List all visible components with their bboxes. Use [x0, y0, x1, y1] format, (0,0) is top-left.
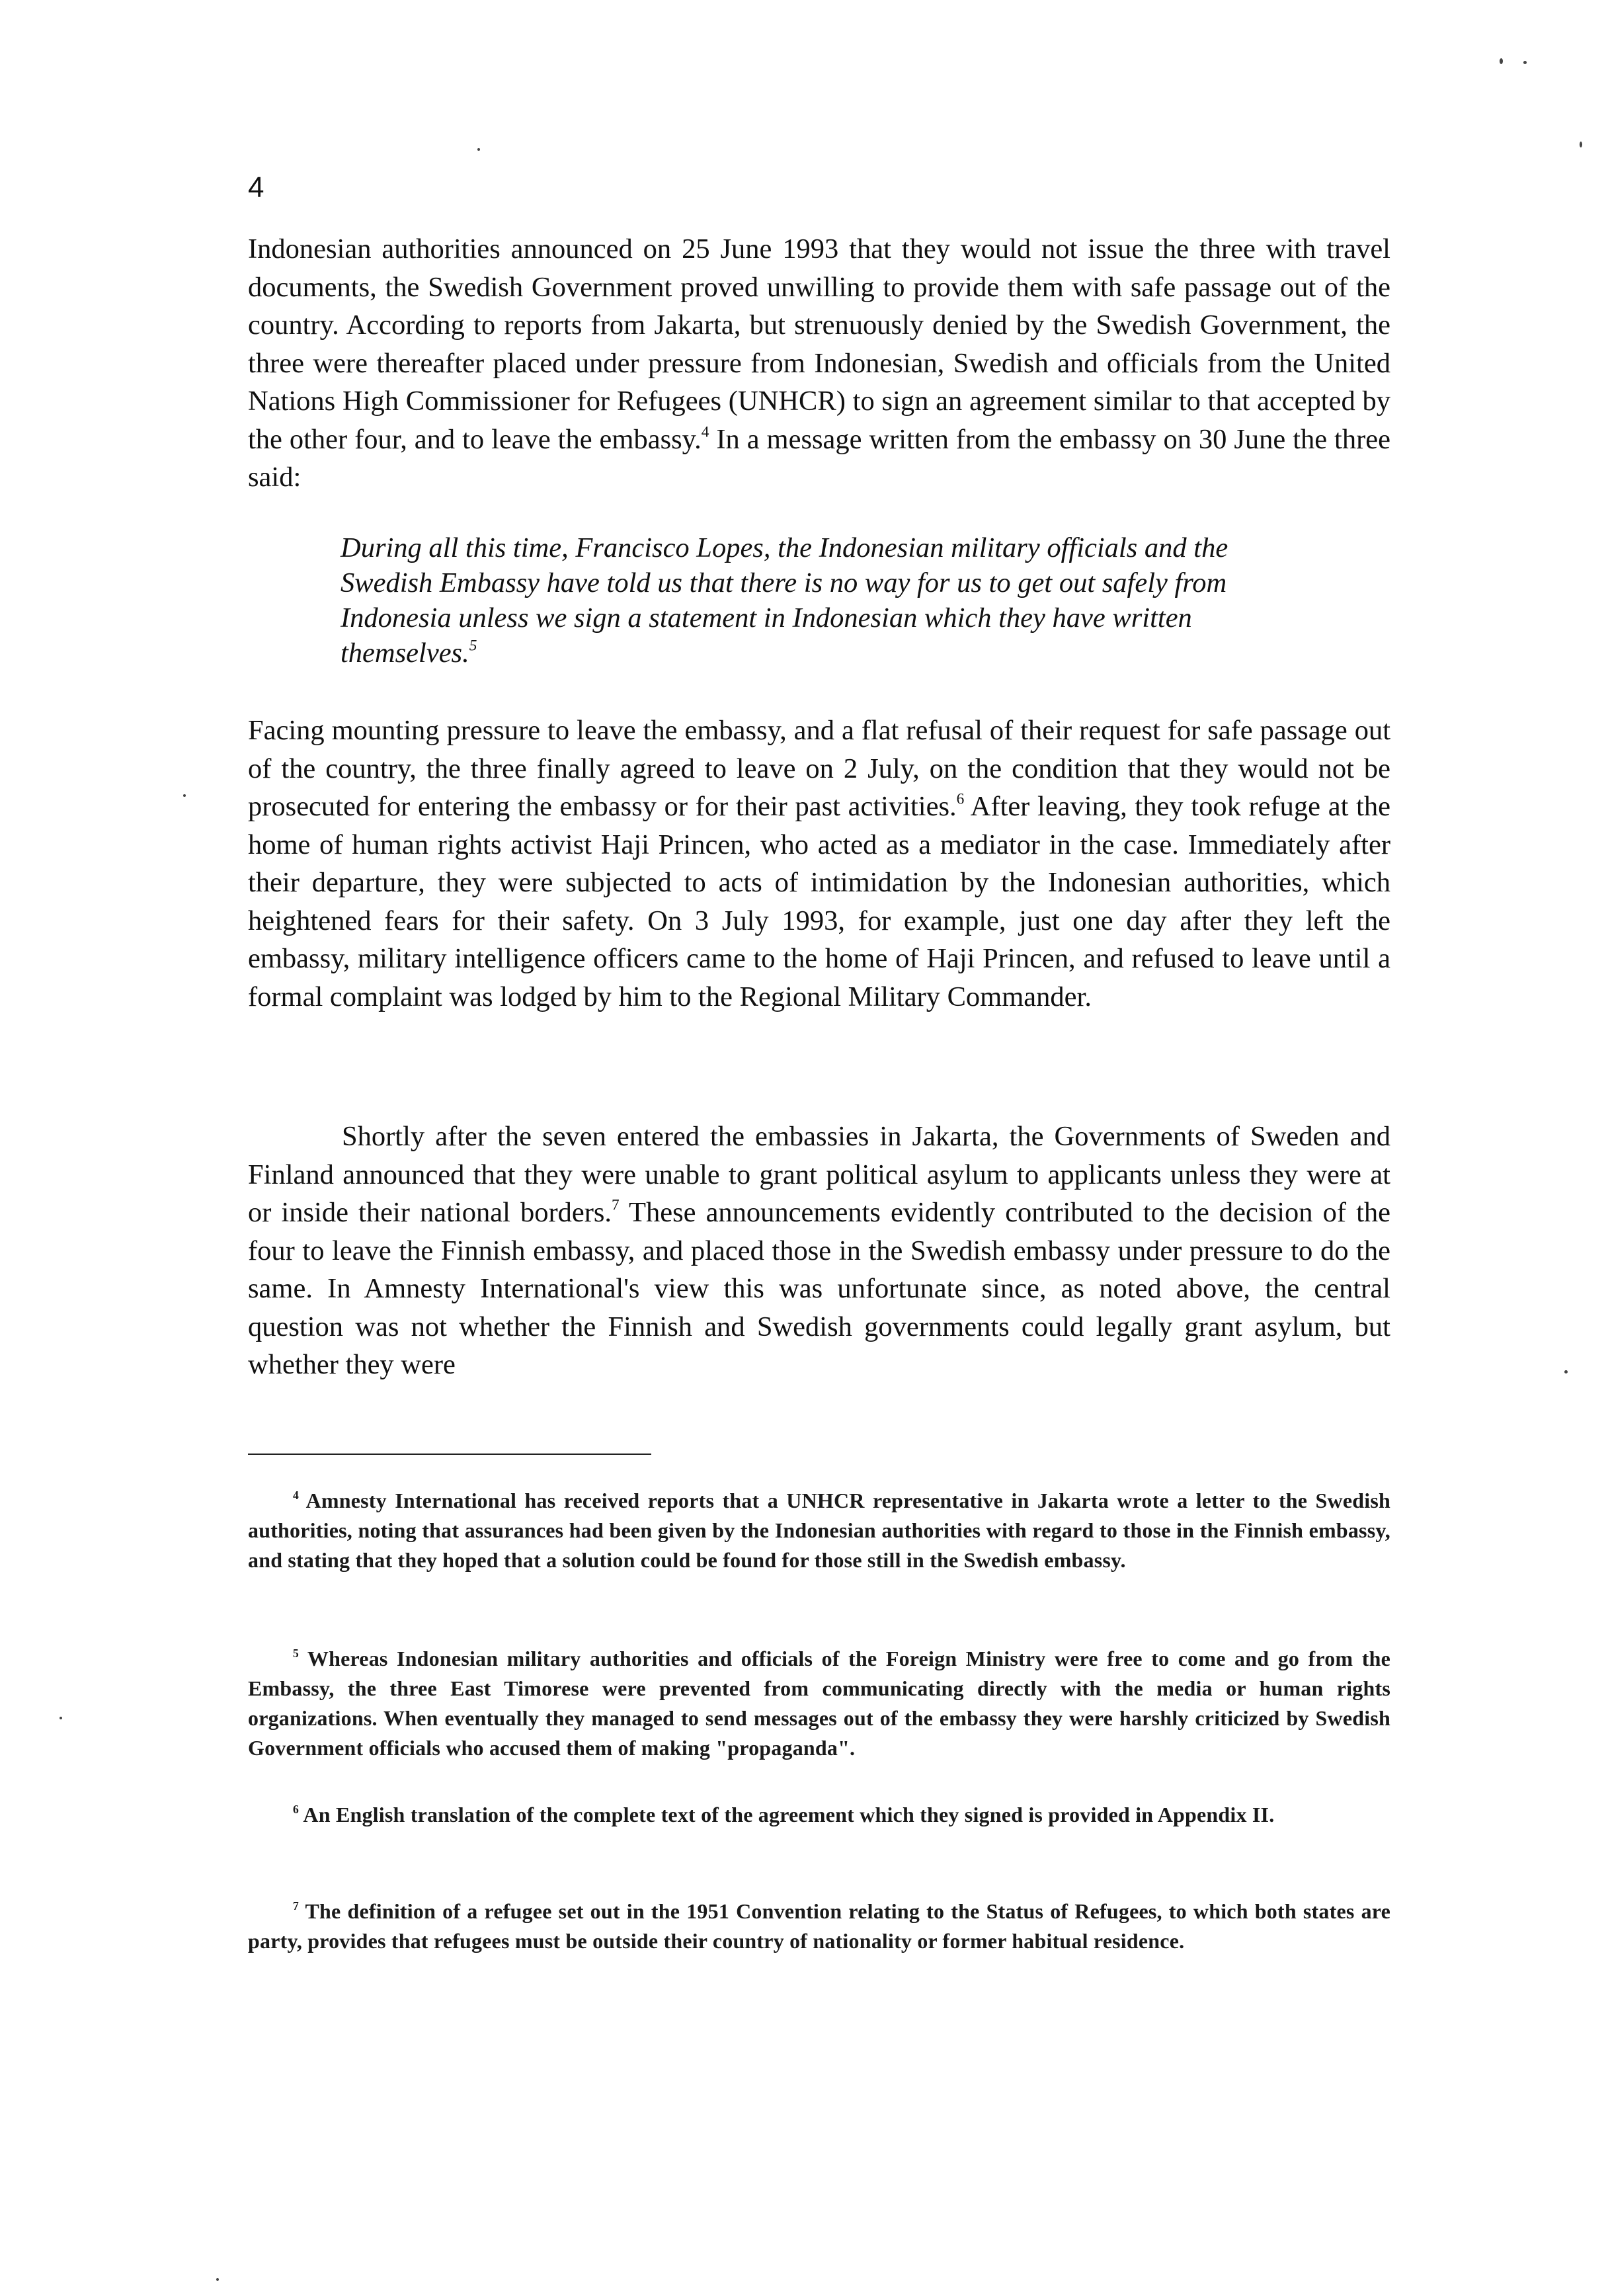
footnote-separator — [248, 1454, 651, 1455]
page-number: 4 — [248, 171, 264, 204]
paragraph-text: Shortly after the seven entered the embassies in Jakarta, the Governments of Sweden and Finland announced that they were unable to grant political asylum to applicants unless they were at or inside their national borders. — [248, 1121, 1390, 1228]
body-paragraph-1 — [248, 230, 1390, 497]
quote-text: During all this time, Francisco Lopes, the Indonesian military officials and the Swedish Embassy have told us that there is no way for us to get out safely from Indonesia unless we sign a statement in Indonesian which they have written themselves. — [341, 532, 1228, 669]
scan-speck — [1500, 58, 1503, 64]
footnote-5 — [248, 1644, 1390, 1763]
body-paragraph-2 — [248, 712, 1390, 1016]
scan-speck — [1523, 61, 1527, 64]
footnote-mark: 7 — [293, 1899, 299, 1912]
footnote-4 — [248, 1486, 1390, 1575]
scan-speck — [1580, 142, 1582, 147]
footnote-6 — [248, 1800, 1390, 1830]
footnote-ref-4: 4 — [701, 423, 709, 440]
paragraph-text: Facing mounting pressure to leave the embassy, and a flat refusal of their request for safe passage out of the country, the three finally agreed to leave on 2 July, on the condition that they would not be prosecuted for entering the embassy or for their past activities. — [248, 715, 1390, 822]
footnote-mark: 6 — [293, 1802, 299, 1816]
scan-speck — [1564, 1370, 1568, 1374]
scan-speck — [60, 1717, 62, 1719]
footnote-ref-5: 5 — [469, 637, 477, 655]
footnote-7 — [248, 1897, 1390, 1956]
scan-speck — [216, 2278, 219, 2281]
footnote-text: Amnesty International has received reports that a UNHCR representative in Jakarta wrote a letter to the Swedish authorities, noting that assurances had been given by the Indonesian authorities with regard to those in the Finnish embassy, and stating that they hoped that a solution could be found for those still in the Swedish embassy. — [248, 1489, 1390, 1572]
scan-speck — [183, 794, 186, 797]
paragraph-text: In a message written from the embassy on 30 June the three said: — [248, 423, 1390, 493]
footnote-mark: 4 — [293, 1488, 299, 1502]
scan-speck — [477, 148, 480, 151]
paragraph-text: After leaving, they took refuge at the home of human rights activist Haji Princen, who acted as a mediator in the case. Immediately after their departure, they were subjected to acts of intimidation by the Indonesian authorities, which heightened fears for their safety. On 3 July 1993, for example, just one day after they left the embassy, military intelligence officers came to the home of Haji Princen, and refused to leave until a formal complaint was lodged by him to the Regional Military Commander. — [248, 791, 1390, 1012]
footnote-ref-7: 7 — [612, 1196, 620, 1214]
paragraph-text: Indonesian authorities announced on 25 June 1993 that they would not issue the three with travel documents, the Swedish Government proved unwilling to provide them with safe passage out of the country. According to reports from Jakarta, but strenuously denied by the Swedish Government, the three were thereafter placed under pressure from Indonesian, Swedish and officials from the United Nations High Commissioner for Refugees (UNHCR) to sign an agreement similar to that accepted by the other four, and to leave the embassy. — [248, 233, 1390, 455]
footnote-text: The definition of a refugee set out in the 1951 Convention relating to the Status of Refugees, to which both states are party, provides that refugees must be outside their country of nationality or former habitual residence. — [248, 1899, 1390, 1953]
footnote-mark: 5 — [293, 1646, 299, 1660]
body-paragraph-3 — [248, 1118, 1390, 1384]
footnote-text: Whereas Indonesian military authorities and officials of the Foreign Ministry were free to come and go from the Embassy, the three East Timorese were prevented from communicating directly with the media or human rights organizations. When eventually they managed to send messages out of the embassy they were harshly criticized by Swedish Government officials who accused them of making "propaganda". — [248, 1647, 1390, 1760]
footnote-text: An English translation of the complete text of the agreement which they signed is provided in Appendix II. — [299, 1803, 1275, 1826]
footnote-ref-6: 6 — [956, 790, 965, 808]
block-quote — [341, 530, 1296, 671]
paragraph-text: These announcements evidently contributed to the decision of the four to leave the Finnish embassy, and placed those in the Swedish embassy under pressure to do the same. In Amnesty International's view this was unfortunate since, as noted above, the central question was not whether the Finnish and Swedish governments could legally grant asylum, but whether they were — [248, 1197, 1390, 1380]
